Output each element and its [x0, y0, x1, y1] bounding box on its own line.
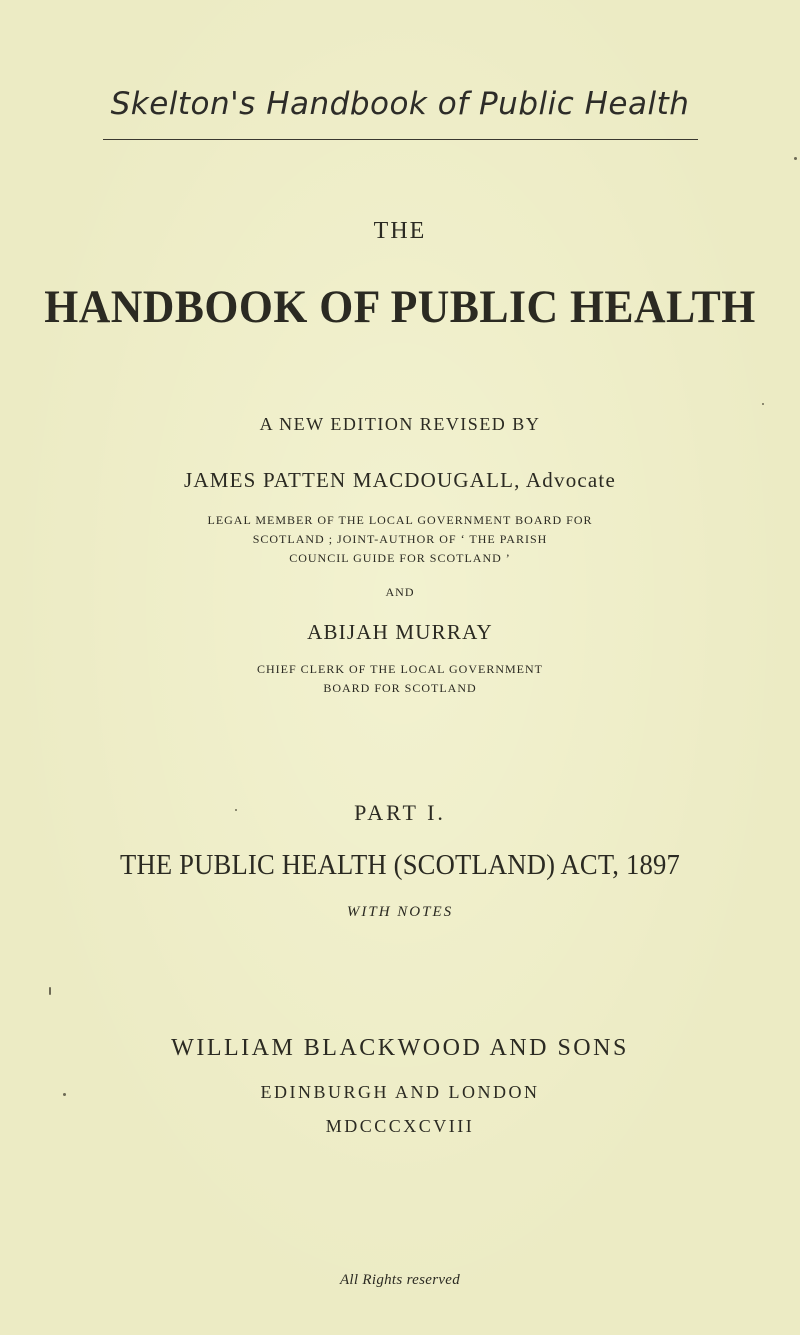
author-one-name: JAMES PATTEN MACDOUGALL, Advocate — [184, 468, 616, 492]
paper-speck — [63, 1093, 66, 1096]
paper-speck — [762, 403, 764, 405]
conjunction: AND — [385, 585, 415, 599]
notes-label: WITH NOTES — [346, 904, 454, 920]
heading-underline — [103, 139, 698, 140]
author-two-credential-1: CHIEF CLERK OF THE LOCAL GOVERNMENT — [257, 662, 543, 676]
paper-speck — [794, 157, 797, 160]
paper-speck — [49, 987, 51, 995]
rights-notice: All Rights reserved — [339, 1272, 461, 1288]
main-title: HANDBOOK OF PUBLIC HEALTH — [44, 281, 756, 333]
author-two-name: ABIJAH MURRAY — [307, 620, 493, 644]
edition-line: A NEW EDITION REVISED BY — [259, 414, 541, 434]
author-one-credential-3: COUNCIL GUIDE FOR SCOTLAND ’ — [289, 551, 511, 565]
author-one-credential-1: LEGAL MEMBER OF THE LOCAL GOVERNMENT BOARD FOR — [207, 513, 593, 527]
handwritten-heading: Skelton's Handbook of Public Health — [110, 86, 690, 122]
publisher: WILLIAM BLACKWOOD AND SONS — [171, 1035, 629, 1061]
part-label: PART I. — [354, 800, 446, 825]
title-prefix: THE — [373, 218, 427, 244]
paper-speck — [235, 809, 237, 811]
act-title: THE PUBLIC HEALTH (SCOTLAND) ACT, 1897 — [120, 850, 680, 881]
author-two-credential-2: BOARD FOR SCOTLAND — [323, 681, 477, 695]
publisher-cities: EDINBURGH AND LONDON — [260, 1082, 540, 1102]
author-one-credential-2: SCOTLAND ; JOINT-AUTHOR OF ‘ THE PARISH — [252, 532, 548, 546]
publication-year: MDCCCXCVIII — [325, 1116, 475, 1136]
